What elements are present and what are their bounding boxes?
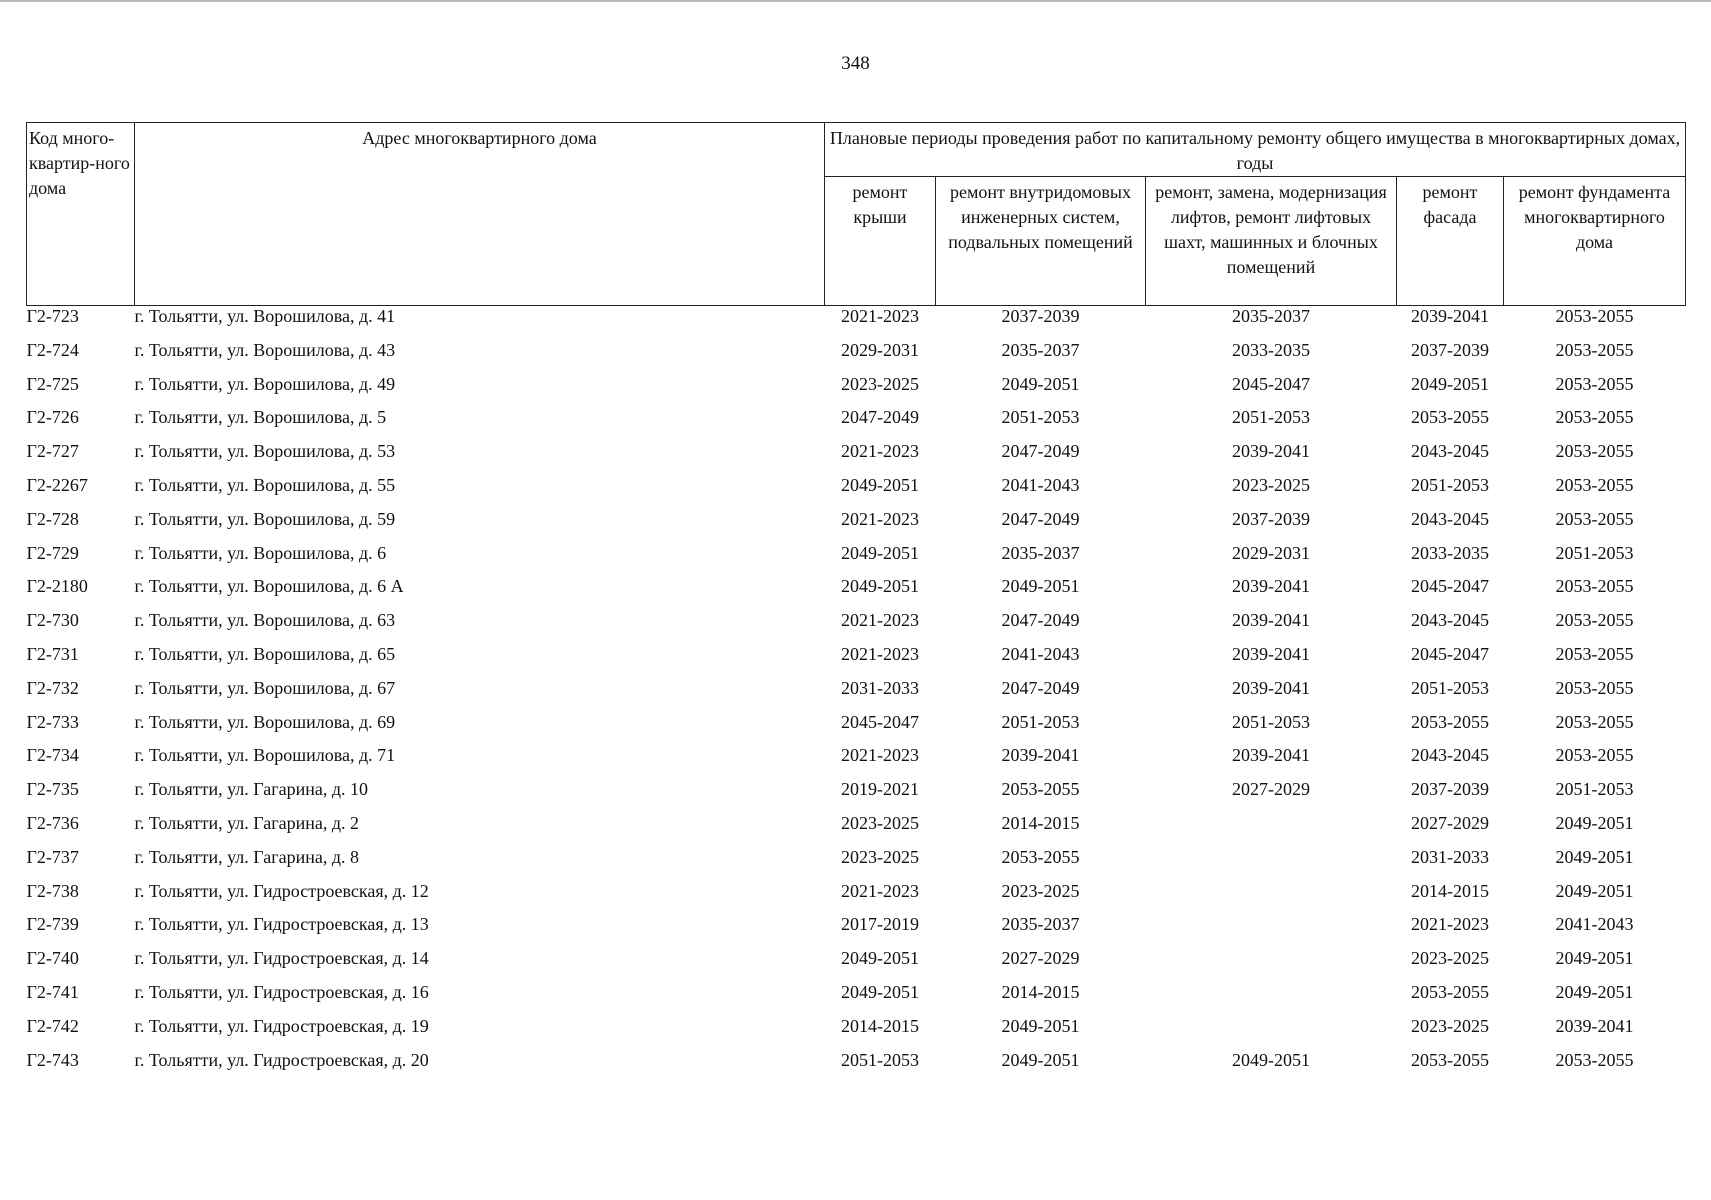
cell-address: г. Тольятти, ул. Ворошилова, д. 55 bbox=[134, 474, 396, 495]
cell-facade: 2014-2015 bbox=[1411, 880, 1489, 901]
cell-roof: 2014-2015 bbox=[841, 1015, 919, 1036]
cell-roof: 2021-2023 bbox=[841, 610, 919, 631]
header-address: Адрес многоквартирного дома bbox=[135, 123, 825, 306]
cell-code: Г2-725 bbox=[26, 373, 79, 394]
cell-roof: 2049-2051 bbox=[841, 542, 919, 563]
header-foundation: ремонт фундамента многоквартирного дома bbox=[1504, 177, 1686, 306]
cell-systems: 2035-2037 bbox=[1001, 542, 1080, 563]
cell-roof: 2017-2019 bbox=[841, 914, 919, 935]
cell-facade: 2037-2039 bbox=[1411, 779, 1489, 800]
cell-foundation: 2053-2055 bbox=[1555, 745, 1634, 766]
cell-elevators: 2029-2031 bbox=[1232, 542, 1310, 563]
cell-elevators: 2049-2051 bbox=[1232, 1049, 1310, 1070]
cell-foundation: 2053-2055 bbox=[1555, 407, 1634, 428]
cell-address: г. Тольятти, ул. Ворошилова, д. 5 bbox=[134, 407, 387, 428]
table-row bbox=[27, 813, 1686, 847]
cell-systems: 2047-2049 bbox=[1001, 677, 1080, 698]
cell-elevators: 2039-2041 bbox=[1232, 576, 1310, 597]
cell-foundation: 2051-2053 bbox=[1555, 542, 1634, 563]
cell-elevators: 2023-2025 bbox=[1232, 474, 1310, 495]
table-row bbox=[27, 712, 1686, 746]
cell-facade: 2043-2045 bbox=[1411, 610, 1489, 631]
cell-facade: 2027-2029 bbox=[1411, 812, 1489, 833]
cell-address: г. Тольятти, ул. Гагарина, д. 10 bbox=[134, 779, 369, 800]
cell-systems: 2041-2043 bbox=[1001, 643, 1080, 664]
cell-systems: 2014-2015 bbox=[1001, 981, 1080, 1002]
cell-address: г. Тольятти, ул. Ворошилова, д. 67 bbox=[134, 677, 396, 698]
cell-address: г. Тольятти, ул. Гидростроевская, д. 12 bbox=[134, 880, 429, 901]
cell-facade: 2021-2023 bbox=[1411, 914, 1489, 935]
cell-elevators: 2039-2041 bbox=[1232, 677, 1310, 698]
cell-address: г. Тольятти, ул. Ворошилова, д. 63 bbox=[134, 610, 396, 631]
cell-code: Г2-726 bbox=[26, 407, 79, 428]
cell-foundation: 2049-2051 bbox=[1555, 846, 1634, 867]
cell-systems: 2014-2015 bbox=[1001, 812, 1080, 833]
cell-foundation: 2049-2051 bbox=[1555, 812, 1634, 833]
cell-code: Г2-2180 bbox=[26, 576, 88, 597]
cell-address: г. Тольятти, ул. Гидростроевская, д. 14 bbox=[134, 948, 429, 969]
header-periods: Плановые периоды проведения работ по капитальному ремонту общего имущества в многоквартирных домах, годы bbox=[825, 123, 1686, 177]
cell-systems: 2041-2043 bbox=[1001, 474, 1080, 495]
cell-elevators: 2039-2041 bbox=[1232, 610, 1310, 631]
cell-elevators bbox=[1146, 982, 1397, 1016]
cell-address: г. Тольятти, ул. Ворошилова, д. 6 bbox=[134, 542, 387, 563]
cell-roof: 2049-2051 bbox=[841, 576, 919, 597]
cell-systems: 2027-2029 bbox=[1001, 948, 1080, 969]
cell-address: г. Тольятти, ул. Ворошилова, д. 59 bbox=[134, 508, 396, 529]
table-row bbox=[27, 306, 1686, 340]
table-row bbox=[27, 1016, 1686, 1050]
cell-roof: 2021-2023 bbox=[841, 508, 919, 529]
cell-elevators: 2039-2041 bbox=[1232, 441, 1310, 462]
cell-systems: 2049-2051 bbox=[1001, 1049, 1080, 1070]
table-row bbox=[27, 948, 1686, 982]
cell-address: г. Тольятти, ул. Ворошилова, д. 71 bbox=[134, 745, 396, 766]
cell-roof: 2049-2051 bbox=[841, 474, 919, 495]
cell-address: г. Тольятти, ул. Ворошилова, д. 69 bbox=[134, 711, 396, 732]
cell-systems: 2049-2051 bbox=[1001, 1015, 1080, 1036]
table-row bbox=[27, 1050, 1686, 1084]
cell-elevators: 2035-2037 bbox=[1232, 306, 1310, 326]
table-header bbox=[27, 123, 1686, 306]
table-row bbox=[27, 678, 1686, 712]
cell-systems: 2047-2049 bbox=[1001, 508, 1080, 529]
cell-code: Г2-736 bbox=[26, 812, 79, 833]
cell-facade: 2053-2055 bbox=[1411, 407, 1489, 428]
cell-facade: 2037-2039 bbox=[1411, 339, 1489, 360]
cell-roof: 2029-2031 bbox=[841, 339, 919, 360]
cell-foundation: 2053-2055 bbox=[1555, 441, 1634, 462]
cell-code: Г2-735 bbox=[26, 779, 79, 800]
cell-facade: 2043-2045 bbox=[1411, 745, 1489, 766]
cell-systems: 2035-2037 bbox=[1001, 914, 1080, 935]
table-row bbox=[27, 644, 1686, 678]
cell-address: г. Тольятти, ул. Ворошилова, д. 43 bbox=[134, 339, 396, 360]
cell-foundation: 2053-2055 bbox=[1555, 474, 1634, 495]
cell-facade: 2053-2055 bbox=[1411, 981, 1489, 1002]
cell-foundation: 2053-2055 bbox=[1555, 508, 1634, 529]
header-roof: ремонт крыши bbox=[825, 177, 936, 306]
cell-facade: 2051-2053 bbox=[1411, 677, 1489, 698]
table-row bbox=[27, 374, 1686, 408]
cell-facade: 2031-2033 bbox=[1411, 846, 1489, 867]
cell-foundation: 2053-2055 bbox=[1555, 643, 1634, 664]
cell-systems: 2037-2039 bbox=[1001, 306, 1080, 326]
cell-roof: 2023-2025 bbox=[841, 812, 919, 833]
cell-roof: 2049-2051 bbox=[841, 948, 919, 969]
cell-foundation: 2051-2053 bbox=[1555, 779, 1634, 800]
cell-roof: 2023-2025 bbox=[841, 846, 919, 867]
cell-facade: 2051-2053 bbox=[1411, 474, 1489, 495]
cell-roof: 2031-2033 bbox=[841, 677, 919, 698]
cell-code: Г2-730 bbox=[26, 610, 79, 631]
cell-systems: 2053-2055 bbox=[1001, 779, 1080, 800]
cell-address: г. Тольятти, ул. Ворошилова, д. 65 bbox=[134, 643, 396, 664]
table-body bbox=[27, 306, 1686, 1084]
cell-code: Г2-727 bbox=[26, 441, 79, 462]
cell-systems: 2035-2037 bbox=[1001, 339, 1080, 360]
cell-address: г. Тольятти, ул. Ворошилова, д. 6 А bbox=[134, 576, 404, 597]
cell-roof: 2021-2023 bbox=[841, 745, 919, 766]
cell-foundation: 2049-2051 bbox=[1555, 880, 1634, 901]
cell-roof: 2047-2049 bbox=[841, 407, 919, 428]
cell-code: Г2-728 bbox=[26, 508, 79, 529]
cell-systems: 2049-2051 bbox=[1001, 576, 1080, 597]
cell-address: г. Тольятти, ул. Ворошилова, д. 49 bbox=[134, 373, 396, 394]
scan-top-edge bbox=[0, 0, 1711, 6]
cell-elevators: 2051-2053 bbox=[1232, 407, 1310, 428]
cell-roof: 2051-2053 bbox=[841, 1049, 919, 1070]
cell-elevators: 2051-2053 bbox=[1232, 711, 1310, 732]
table-row bbox=[27, 543, 1686, 577]
cell-systems: 2051-2053 bbox=[1001, 711, 1080, 732]
table-row bbox=[27, 340, 1686, 374]
cell-elevators: 2027-2029 bbox=[1232, 779, 1310, 800]
table-row bbox=[27, 847, 1686, 881]
table-row bbox=[27, 982, 1686, 1016]
cell-facade: 2023-2025 bbox=[1411, 948, 1489, 969]
cell-roof: 2023-2025 bbox=[841, 373, 919, 394]
table-row bbox=[27, 576, 1686, 610]
cell-code: Г2-724 bbox=[26, 339, 79, 360]
cell-address: г. Тольятти, ул. Ворошилова, д. 53 bbox=[134, 441, 396, 462]
capital-repair-schedule-table bbox=[26, 122, 1686, 1083]
cell-facade: 2053-2055 bbox=[1411, 711, 1489, 732]
cell-systems: 2053-2055 bbox=[1001, 846, 1080, 867]
cell-address: г. Тольятти, ул. Гагарина, д. 2 bbox=[134, 812, 360, 833]
table-row bbox=[27, 475, 1686, 509]
cell-systems: 2051-2053 bbox=[1001, 407, 1080, 428]
cell-foundation: 2053-2055 bbox=[1555, 576, 1634, 597]
header-code: Код много-квартир-ного дома bbox=[27, 123, 135, 306]
cell-roof: 2049-2051 bbox=[841, 981, 919, 1002]
table-row bbox=[27, 881, 1686, 915]
cell-foundation: 2053-2055 bbox=[1555, 610, 1634, 631]
cell-roof: 2021-2023 bbox=[841, 441, 919, 462]
cell-code: Г2-742 bbox=[26, 1015, 79, 1036]
table-row bbox=[27, 779, 1686, 813]
cell-code: Г2-737 bbox=[26, 846, 79, 867]
cell-elevators bbox=[1146, 948, 1397, 982]
page-number: 348 bbox=[841, 53, 870, 74]
cell-elevators: 2045-2047 bbox=[1232, 373, 1310, 394]
cell-facade: 2049-2051 bbox=[1411, 373, 1489, 394]
cell-systems: 2047-2049 bbox=[1001, 441, 1080, 462]
cell-roof: 2021-2023 bbox=[841, 643, 919, 664]
cell-code: Г2-729 bbox=[26, 542, 79, 563]
cell-address: г. Тольятти, ул. Гагарина, д. 8 bbox=[134, 846, 360, 867]
cell-code: Г2-740 bbox=[26, 948, 79, 969]
cell-systems: 2047-2049 bbox=[1001, 610, 1080, 631]
cell-address: г. Тольятти, ул. Гидростроевская, д. 20 bbox=[134, 1049, 429, 1070]
cell-code: Г2-738 bbox=[26, 880, 79, 901]
cell-elevators: 2033-2035 bbox=[1232, 339, 1310, 360]
cell-facade: 2045-2047 bbox=[1411, 643, 1489, 664]
cell-code: Г2-723 bbox=[26, 306, 79, 326]
cell-facade: 2043-2045 bbox=[1411, 441, 1489, 462]
cell-code: Г2-734 bbox=[26, 745, 79, 766]
cell-systems: 2023-2025 bbox=[1001, 880, 1080, 901]
cell-elevators: 2039-2041 bbox=[1232, 745, 1310, 766]
cell-code: Г2-733 bbox=[26, 711, 79, 732]
header-systems: ремонт внутридомовых инженерных систем, подвальных помещений bbox=[936, 177, 1146, 306]
header-elevators: ремонт, замена, модернизация лифтов, ремонт лифтовых шахт, машинных и блочных помещений bbox=[1146, 177, 1397, 306]
cell-address: г. Тольятти, ул. Гидростроевская, д. 13 bbox=[134, 914, 429, 935]
table-row bbox=[27, 745, 1686, 779]
cell-foundation: 2053-2055 bbox=[1555, 339, 1634, 360]
cell-elevators bbox=[1146, 1016, 1397, 1050]
cell-roof: 2021-2023 bbox=[841, 880, 919, 901]
cell-foundation: 2039-2041 bbox=[1555, 1015, 1634, 1036]
cell-code: Г2-2267 bbox=[26, 474, 88, 495]
table-row bbox=[27, 407, 1686, 441]
cell-address: г. Тольятти, ул. Ворошилова, д. 41 bbox=[134, 306, 396, 326]
table-row bbox=[27, 441, 1686, 475]
cell-code: Г2-743 bbox=[26, 1049, 79, 1070]
cell-foundation: 2053-2055 bbox=[1555, 677, 1634, 698]
cell-facade: 2023-2025 bbox=[1411, 1015, 1489, 1036]
table-row bbox=[27, 914, 1686, 948]
cell-systems: 2039-2041 bbox=[1001, 745, 1080, 766]
cell-facade: 2045-2047 bbox=[1411, 576, 1489, 597]
cell-code: Г2-731 bbox=[26, 643, 79, 664]
cell-roof: 2021-2023 bbox=[841, 306, 919, 326]
cell-address: г. Тольятти, ул. Гидростроевская, д. 19 bbox=[134, 1015, 429, 1036]
table-row bbox=[27, 610, 1686, 644]
cell-foundation: 2041-2043 bbox=[1555, 914, 1634, 935]
cell-elevators bbox=[1146, 881, 1397, 915]
cell-foundation: 2049-2051 bbox=[1555, 948, 1634, 969]
cell-elevators bbox=[1146, 914, 1397, 948]
cell-facade: 2043-2045 bbox=[1411, 508, 1489, 529]
cell-elevators bbox=[1146, 847, 1397, 881]
cell-foundation: 2053-2055 bbox=[1555, 306, 1634, 326]
header-facade: ремонт фасада bbox=[1397, 177, 1504, 306]
cell-code: Г2-732 bbox=[26, 677, 79, 698]
cell-systems: 2049-2051 bbox=[1001, 373, 1080, 394]
cell-foundation: 2053-2055 bbox=[1555, 1049, 1634, 1070]
cell-foundation: 2049-2051 bbox=[1555, 981, 1634, 1002]
cell-foundation: 2053-2055 bbox=[1555, 711, 1634, 732]
cell-roof: 2019-2021 bbox=[841, 779, 919, 800]
table-row bbox=[27, 509, 1686, 543]
cell-address: г. Тольятти, ул. Гидростроевская, д. 16 bbox=[134, 981, 429, 1002]
cell-elevators bbox=[1146, 813, 1397, 847]
cell-facade: 2039-2041 bbox=[1411, 306, 1489, 326]
cell-roof: 2045-2047 bbox=[841, 711, 919, 732]
cell-code: Г2-739 bbox=[26, 914, 79, 935]
cell-facade: 2053-2055 bbox=[1411, 1049, 1489, 1070]
cell-code: Г2-741 bbox=[26, 981, 79, 1002]
cell-elevators: 2039-2041 bbox=[1232, 643, 1310, 664]
cell-elevators: 2037-2039 bbox=[1232, 508, 1310, 529]
cell-facade: 2033-2035 bbox=[1411, 542, 1489, 563]
cell-foundation: 2053-2055 bbox=[1555, 373, 1634, 394]
